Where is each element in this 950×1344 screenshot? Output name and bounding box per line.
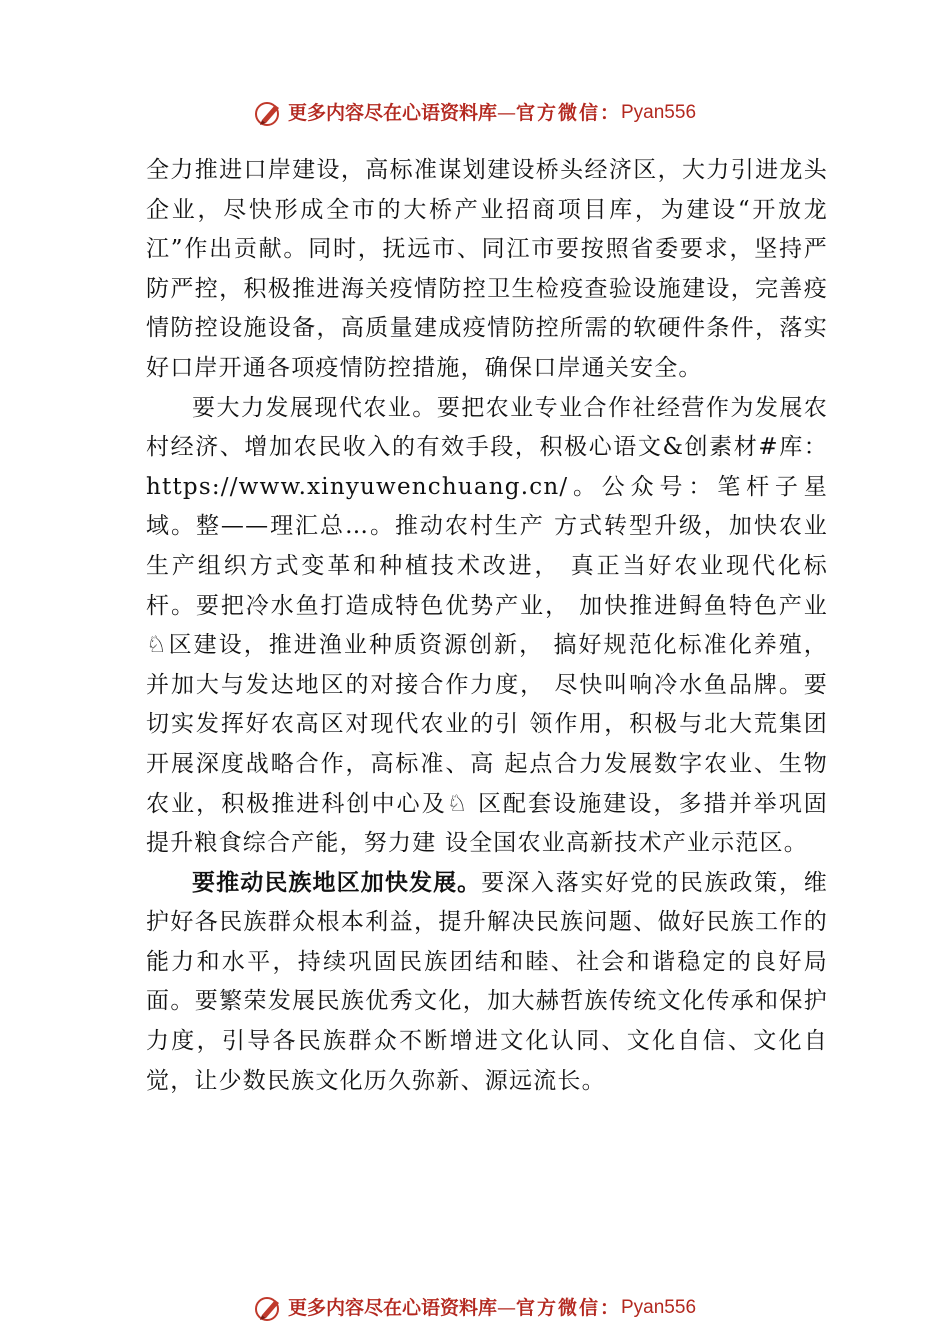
paragraph-ethnic-development <box>146 864 828 1102</box>
paragraph-lead: 要推动民族地区加快发展。 <box>192 869 482 896</box>
footer-watermark <box>0 1292 950 1323</box>
watermark-wechat-id: Pyan556 <box>621 102 697 123</box>
paragraph-text: 全力推进口岸建设，高标准谋划建设桥头经济区，大力引进龙头企业，尽快形成全市的大桥产业招商项目库，为建设“开放龙江”作出贡献。同时，抚远市、同江市要按照省委要求，坚持严防严控，积极推进海关疫情防控卫生检疫查验设施建设，完善疫情防控设施设备，高质量建成疫情防控所需的软硬件条件，落实好口岸开通各项疫情防控措施，确保口岸通关安全。 <box>146 157 828 381</box>
pen-logo-icon <box>254 98 284 128</box>
paragraph-modern-agriculture <box>146 389 828 864</box>
watermark-brand: 更多内容尽在心语资料库 <box>287 1297 497 1319</box>
watermark-label: 官方微信： <box>515 1297 621 1319</box>
watermark-dash: — <box>496 102 516 124</box>
paragraph-text: 要深入落实好党的民族政策，维护好各民族群众根本利益，提升解决民族问题、做好民族工作的能力和水平，持续巩固民族团结和睦、社会和谐稳定的良好局面。要繁荣发展民族优秀文化，加大赫哲族传统文化传承和保护力度，引导各民族群众不断增进文化认同、文化自信、文化自觉，让少数民族文化历久弥新、源远流长。 <box>146 869 828 1094</box>
paragraph-text: 要大力发展现代农业。要把农业专业合作社经营作为发展农村经济、增加农民收入的有效手段，积极心语文&创素材#库：https://www.xinyuwenchuang.cn/。公众号：笔杆子星域。整——理汇总…。推动农村生产 方式转型升级，加快农业生产组织方式变革和种植技术改进， 真正当好农业现代化标杆。要把冷水鱼打造成特色优势产业， 加快推进鲟鱼特色产业♘区建设，推进渔业种质资源创新， 搞好规范化标准化养殖，并加大与发达地区的对接合作力度， 尽快叫响冷水鱼品牌。要切实发挥好农高区对现代农业的引 领作用，积极与北大荒集团开展深度战略合作，高标准、高 起点合力发展数字农业、生物农业，积极推进科创中心及♘ 区配套设施建设，多措并举巩固提升粮食综合产能，努力建 设全国农业高新技术产业示范区。 <box>146 394 828 857</box>
watermark-label: 官方微信： <box>515 102 621 124</box>
document-body <box>146 151 828 1101</box>
header-watermark <box>0 97 950 128</box>
watermark-brand: 更多内容尽在心语资料库 <box>287 102 497 124</box>
pen-logo-icon <box>254 1293 284 1323</box>
watermark-wechat-id: Pyan556 <box>621 1297 697 1318</box>
paragraph-port-construction <box>146 151 828 389</box>
watermark-dash: — <box>496 1297 516 1319</box>
